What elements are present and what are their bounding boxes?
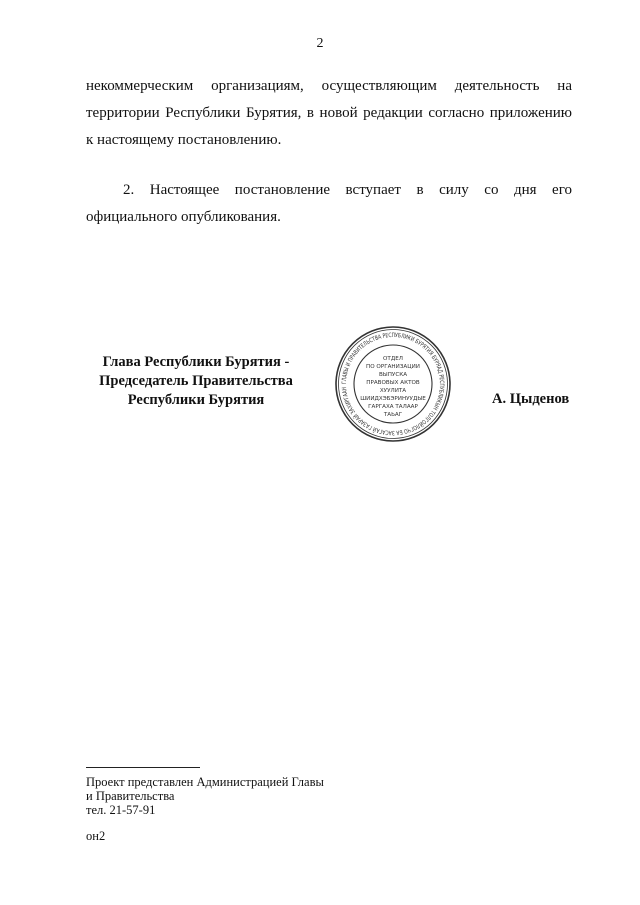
paragraph-1-line: к настоящему постановлению.: [86, 132, 282, 148]
paragraph-2: [86, 177, 572, 231]
seal-center-line: ХУУЛИТА: [379, 388, 407, 394]
page-number: 2: [316, 36, 324, 51]
seal-center-line: ГАРГАХА ТАЛААР: [368, 404, 418, 410]
footnote-line: и Правительства: [86, 789, 175, 803]
document-code: он2: [86, 829, 106, 843]
signer-title-line: Глава Республики Бурятия -: [102, 354, 290, 370]
seal-center-line: ПРАВОВЫХ АКТОВ: [366, 380, 420, 386]
paragraph-2-line: официального опубликования.: [86, 209, 281, 225]
signer-name: А. Цыденов: [492, 391, 570, 407]
paragraph-1-line: некоммерческим организациям, осуществляющим деятельность на: [86, 78, 572, 94]
seal-center-line: ШИИДХЭБЭРИНУУДЫЕ: [360, 396, 426, 402]
signer-title-line: Председатель Правительства: [99, 373, 293, 389]
seal-outer-text: ГЛАВЫ И ПРАВИТЕЛЬСТВА РЕСПУБЛИКИ БУРЯТИЯ БУРЯАД РЕСПУБЛИКЫН ТОЛГОЙЛОГЧО БА ЗАСАГАЙ ГАЗАРАЙ ЗАХИРГААН: [340, 331, 446, 437]
seal-center-line: ВЫПУСКА: [378, 372, 408, 378]
footnote-line: Проект представлен Администрацией Главы: [86, 775, 324, 789]
signer-title: [80, 353, 312, 410]
official-seal: [333, 323, 453, 445]
paragraph-1-line: территории Республики Бурятия, в новой редакции согласно приложению: [86, 105, 572, 121]
paragraph-2-line: 2. Настоящее постановление вступает в силу со дня его: [123, 182, 572, 198]
seal-center-line: ПО ОРГАНИЗАЦИИ: [366, 364, 420, 370]
signer-title-line: Республики Бурятия: [127, 392, 265, 408]
paragraph-1: [86, 73, 572, 154]
footnote-line: тел. 21-57-91: [86, 803, 156, 817]
seal-center-line: ОТДЕЛ: [383, 356, 403, 362]
footnote-divider: [86, 767, 200, 768]
footnote: [86, 775, 324, 817]
seal-center-text: [360, 356, 426, 418]
seal-center-line: ТАЬАГ: [383, 412, 403, 418]
